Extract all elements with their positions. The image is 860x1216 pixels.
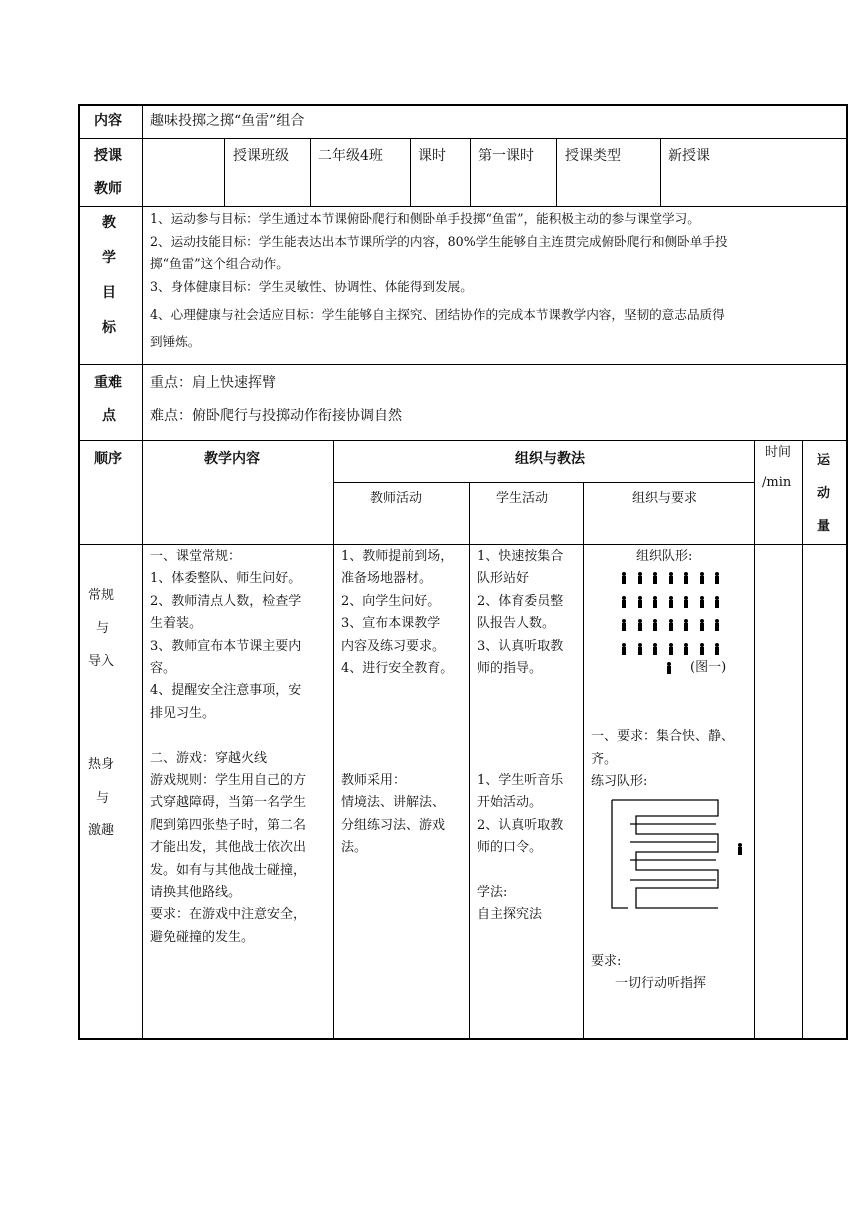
list-item: 一、课堂常规： [150, 549, 242, 564]
list-item: 2、体育委员整 [477, 593, 564, 609]
content-value: 趣味投掷之掷“鱼雷”组合 [150, 113, 305, 129]
list-item: 3、宣布本课教学 [341, 616, 441, 632]
formation-title: 组织队形: [636, 549, 693, 564]
list-item: 2、教师清点人数，检查学 [150, 593, 302, 609]
student-figure-icon [668, 572, 674, 584]
list-item: 师的口令。 [477, 840, 543, 856]
student-figure-icon [683, 572, 689, 584]
col-divider [142, 104, 143, 1038]
list-item: 式穿越障碍，当第一名学生 [150, 795, 307, 811]
student-figure-icon [637, 619, 643, 631]
keypoints-label-line2: 点 [102, 408, 116, 424]
list-item: 1、教师提前到场， [341, 549, 454, 564]
student-figure-icon [683, 596, 689, 608]
teacher-figure-icon [737, 843, 743, 855]
list-item: 1、体委整队、师生问好。 [150, 571, 302, 587]
list-item: 开始活动。 [477, 795, 543, 811]
teacher-figure-icon [666, 662, 672, 674]
type-label: 授课类型 [565, 148, 621, 164]
list-item: 内容及练习要求。 [341, 638, 446, 654]
list-item: 自主探究法 [477, 907, 543, 923]
student-figure-icon [668, 619, 674, 631]
list-item: 4、提醒安全注意事项，安 [150, 683, 302, 699]
list-item: 学法: [477, 885, 508, 901]
list-item: 避免碰撞的发生。 [150, 929, 255, 945]
teacher-label-line1: 授课 [94, 148, 122, 164]
student-figure-icon [683, 643, 689, 655]
list-item: 才能出发，其他战士依次出 [150, 840, 307, 856]
class-label: 授课班级 [233, 148, 289, 164]
list-item: 二、游戏：穿越火线 [150, 750, 268, 766]
student-figure-icon [652, 619, 658, 631]
row-divider [78, 440, 847, 441]
list-item: 分组练习法、游戏 [341, 817, 446, 833]
list-item: 4、进行安全教育。 [341, 661, 454, 677]
student-figure-icon [621, 643, 627, 655]
student-figure-icon [621, 596, 627, 608]
practice-title: 练习队形: [591, 774, 648, 789]
col-divider [333, 440, 334, 1038]
list-item: 生着装。 [150, 616, 203, 632]
list-item: 法。 [341, 840, 368, 856]
period-value: 第一课时 [478, 148, 534, 164]
period-label: 课时 [418, 148, 446, 164]
list-item: 请换其他路线。 [150, 885, 242, 901]
type-value: 新授课 [668, 148, 710, 164]
student-figure-icon [699, 572, 705, 584]
list-item: 2、认真听取教 [477, 817, 564, 833]
student-figure-icon [652, 596, 658, 608]
col-divider [754, 440, 755, 1038]
list-item: 容。 [150, 661, 177, 677]
student-figure-icon [714, 572, 720, 584]
student-figure-icon [714, 596, 720, 608]
list-item: 发。如有与其他战士碰撞， [150, 862, 307, 878]
objectives-text: 1、运动参与目标：学生通过本节课俯卧爬行和侧卧单手投掷“鱼雷”，能积极主动的参与课堂学习。 2、运动技能目标：学生能表达出本节课所学的内容，80%学生能够自主连贯完成俯卧爬行和侧卧单手投 掷“鱼雷”这个组合动作。 3、身体健康目标：学生灵敏性、协调性、体能得到发展。 4、心理健康与社会适应目标：学生能够自主探究、团结协作的完成本节课教学内容，坚韧的意志品质得 到锤炼。 [150, 211, 728, 349]
list-item: 队报告人数。 [477, 616, 556, 632]
content-label: 内容 [94, 113, 122, 129]
keypoints-label-line1: 重难 [94, 375, 122, 391]
list-item: 爬到第四张垫子时，第二名 [150, 817, 307, 833]
time-header-line1: 时间 [765, 445, 792, 460]
list-item: 教师采用： [341, 773, 407, 788]
row-divider [78, 138, 847, 139]
list-item: 1、学生听音乐 [477, 773, 564, 788]
col-divider [470, 138, 471, 206]
col-divider [310, 138, 311, 206]
student-activity-header: 学生活动 [496, 491, 549, 506]
list-item: 情境法、讲解法、 [341, 795, 446, 811]
student-figure-icon [621, 619, 627, 631]
col-divider [469, 482, 470, 1038]
difficulty-point: 难点：俯卧爬行与投掷动作衔接协调自然 [150, 408, 402, 424]
class-value: 二年级4班 [318, 148, 383, 164]
student-figure-icon [714, 619, 720, 631]
list-item: 3、认真听取教 [477, 638, 564, 654]
content-header: 教学内容 [204, 451, 260, 467]
requirement-1-line2: 齐。 [591, 752, 618, 767]
student-figure-icon [621, 572, 627, 584]
col-divider [556, 138, 557, 206]
col-divider [583, 482, 584, 1038]
student-figure-icon [683, 619, 689, 631]
list-item: 游戏规则：学生用自己的方 [150, 773, 307, 789]
student-figure-icon [652, 643, 658, 655]
organization-header: 组织与教法 [515, 451, 585, 467]
key-point: 重点：肩上快速挥臂 [150, 375, 276, 391]
col-divider [410, 138, 411, 206]
list-item: 要求：在游戏中注意安全， [150, 907, 307, 923]
teacher-activity-header: 教师活动 [370, 491, 423, 506]
row-divider [78, 206, 847, 207]
list-item [150, 725, 306, 747]
student-figure-icon [652, 572, 658, 584]
list-item: 3、教师宣布本节课主要内 [150, 638, 302, 654]
student-figure-icon [637, 596, 643, 608]
student-figure-icon [637, 643, 643, 655]
table-top-border [78, 104, 847, 106]
requirement-2-title: 要求: [591, 954, 622, 969]
student-figure-icon [699, 619, 705, 631]
table-right-border [846, 104, 848, 1040]
student-figure-icon [668, 643, 674, 655]
teacher-activity [341, 546, 453, 860]
list-item: 排见习生。 [150, 705, 216, 721]
figure-caption: (图一) [690, 660, 727, 675]
row-divider [78, 364, 847, 365]
subheader-divider [333, 482, 754, 483]
col-divider [224, 138, 225, 206]
student-figure-icon [668, 596, 674, 608]
table-bottom-border [78, 1038, 847, 1040]
student-activity [477, 546, 563, 927]
student-figure-icon [637, 572, 643, 584]
col-divider [660, 138, 661, 206]
teacher-label-line2: 教师 [94, 181, 122, 197]
student-figure-icon [699, 596, 705, 608]
teaching-content [150, 546, 306, 949]
order-header: 顺序 [94, 451, 122, 467]
student-figure-icon [714, 643, 720, 655]
list-item: 2、向学生问好。 [341, 593, 441, 609]
row-divider [78, 544, 847, 545]
practice-route-diagram [606, 796, 736, 916]
table-left-border [78, 104, 80, 1040]
list-item: 队形站好 [477, 571, 530, 587]
requirement-2-text: 一切行动听指挥 [615, 976, 707, 991]
list-item: 准备场地器材。 [341, 571, 433, 587]
lesson-plan-page: 内容 趣味投掷之掷“鱼雷”组合 授课 教师 授课班级 二年级4班 课时 第一课时 授课类型 新授课 教 学 目 标 1、运动参与目标：学生通过本节课俯卧爬行和侧卧单手投掷“鱼雷”，能积极主动的参与课堂学习。 2、运动技能目标：学生能表达出本节课所学的内容，80%学生能够自主连贯完成俯卧爬行和侧卧单手投 掷“鱼雷”这个组合动作。 3、身体健康目标：学生灵敏性、协调性、体能得到发展。 4、心理健康与社会适应目标：学生能够自主探究、团结协作的完成本节课教学内容，坚韧的意志品质得 到锤炼。 重难 点 重点：肩上快速挥臂 难点：俯卧爬行与投掷动作衔接协调自然 顺序 教学内容 组织与教法 教师活动 学生活动 组织与要求 时间 /min 运 动 量 常规 与 导入 热身 与 激趣 一、课堂常规： 1、体委整队、师生问好。 2、教师清点人数，检查学 生着装。 3、教师宣布本节课主要内 容。 4、提醒安全注意事项，安 排见习生。 二、游戏：穿越火线 游戏规则：学生用自己的方 式穿越障碍，当第一名学生 爬到第四张垫子时，第二名 才能出发，其他战士依次出 发。如有与其他战士碰撞， 请换其他路线。 要求：在游戏中注意安全， 避免碰撞的发生。 1、教师提前到场， 准备场地器材。 2、向学生问好。 3、宣布本课教学 内容及练习要求。 4、进行安全教育。 教师采用： 情境法、讲解法、 分组练习法、游戏 法。 1、快速按集合 队形站好 2、体育委员整 队报告人数。 3、认真听取教 师的指导。 1、学生听音乐 开始活动。 2、认真听取教 师的口令。 学法: 自主探究法 组织队形: (图一) 一、要求：集合快、静、 齐。 练习队形: 要求: 一切行动听指挥 [0, 0, 860, 1216]
requirements-header: 组织与要求 [632, 491, 698, 506]
col-divider [802, 440, 803, 1038]
time-header-line2: /min [762, 475, 792, 490]
requirement-1-line1: 一、要求：集合快、静、 [591, 729, 735, 744]
student-figure-icon [699, 643, 705, 655]
list-item: 师的指导。 [477, 661, 543, 677]
list-item: 1、快速按集合 [477, 549, 564, 564]
